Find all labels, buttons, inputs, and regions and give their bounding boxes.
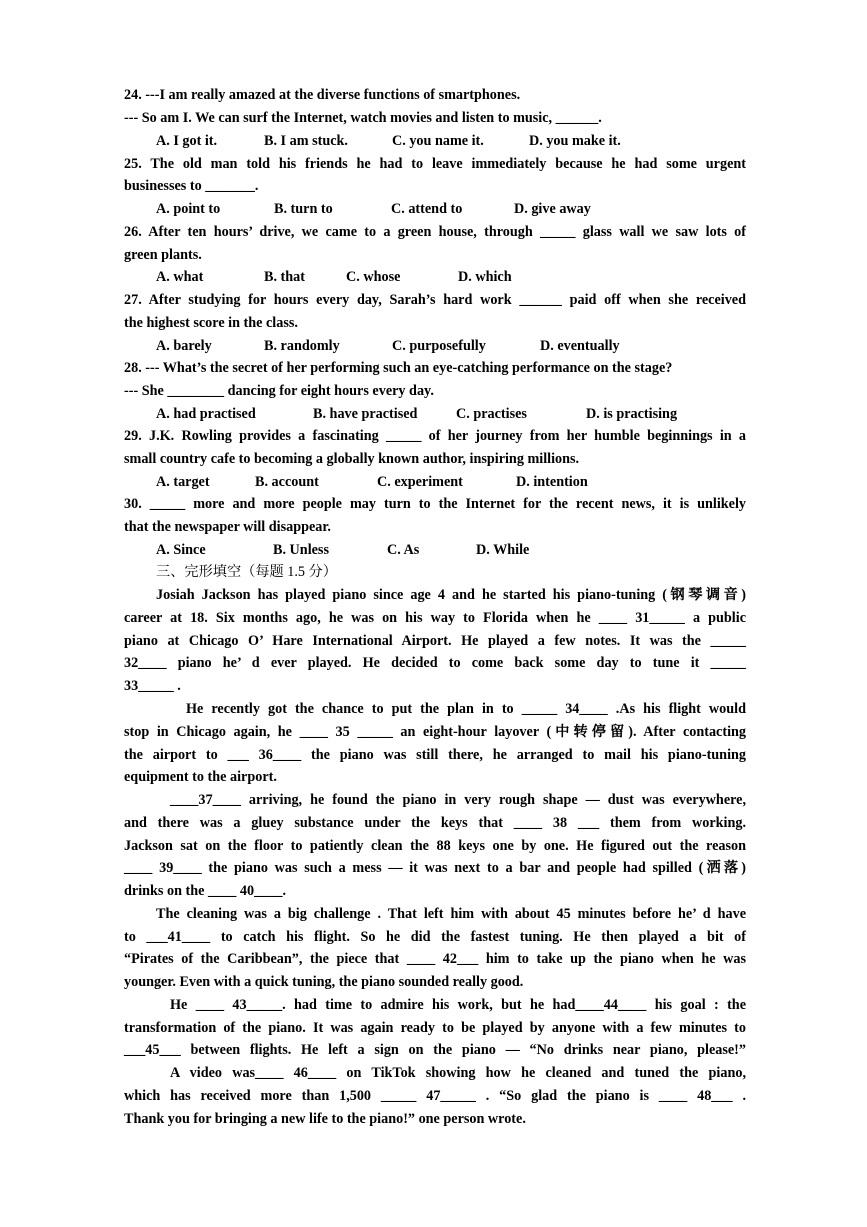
q24-line-2: --- So am I. We can surf the Internet, watch movies and listen to music, ______. (124, 110, 602, 126)
q28-line-2: --- She ________ dancing for eight hours every day. (124, 383, 434, 399)
q27-option-d: D. eventually (540, 338, 620, 354)
passage-line-16: to ___41____ to catch his flight. So he did the fastest tuning. He then played a bit of (124, 929, 746, 945)
q29-option-d: D. intention (516, 474, 588, 490)
q28-option-c: C. practises (456, 406, 527, 422)
q25-option-d: D. give away (514, 201, 591, 217)
q30-options (156, 540, 746, 560)
q25-options (156, 199, 746, 219)
q27-option-c: C. purposefully (392, 338, 486, 354)
q26-option-d: D. which (458, 269, 512, 285)
q27-options (156, 336, 746, 356)
q27-line-2: the highest score in the class. (124, 315, 298, 331)
q24-options (156, 131, 746, 151)
q26-options (156, 267, 746, 287)
q27-line-1: 27. After studying for hours every day, Sarah’s hard work ______ paid off when she received (124, 292, 746, 308)
q30-line-2: that the newspaper will disappear. (124, 519, 331, 535)
section-heading: 三、完形填空（每题 1.5 分） (156, 564, 337, 580)
q26-option-c: C. whose (346, 269, 401, 285)
q28-line-1: 28. --- What’s the secret of her performing such an eye-catching performance on the stage? (124, 360, 673, 376)
q27-option-b: B. randomly (264, 338, 340, 354)
passage-line-19: He ____ 43_____. had time to admire his work, but he had____44____ his goal : the (170, 997, 746, 1013)
q27-option-a: A. barely (156, 338, 212, 354)
q29-options (156, 472, 746, 492)
passage-line-24: Thank you for bringing a new life to the piano!” one person wrote. (124, 1111, 526, 1127)
q28-options (156, 404, 746, 424)
q24-option-a: A. I got it. (156, 133, 218, 149)
q29-line-2: small country cafe to becoming a globally known author, inspiring millions. (124, 451, 580, 467)
passage-line-14: drinks on the ____ 40____. (124, 883, 286, 899)
q30-option-b: B. Unless (273, 542, 329, 558)
passage-line-5: 33_____ . (124, 678, 181, 694)
q28-option-b: B. have practised (313, 406, 418, 422)
q24-option-b: B. I am stuck. (264, 133, 348, 149)
passage-line-1: Josiah Jackson has played piano since age 4 and he started his piano-tuning (钢琴调音) (156, 587, 746, 603)
q26-line-1: 26. After ten hours’ drive, we came to a green house, through _____ glass wall we saw lots of (124, 224, 746, 240)
passage-line-8: the airport to ___ 36____ the piano was still there, he arranged to mail his piano-tuning (124, 747, 746, 763)
passage-line-17: “Pirates of the Caribbean”, the piece that ____ 42___ him to take up the piano when he was (124, 951, 746, 967)
passage-line-3: piano at Chicago O’ Hare International Airport. He played a few notes. It was the _____ (124, 633, 746, 649)
q30-option-c: C. As (387, 542, 420, 558)
q25-line-2: businesses to _______. (124, 178, 259, 194)
q29-line-1: 29. J.K. Rowling provides a fascinating _____ of her journey from her humble beginnings in a (124, 428, 746, 444)
q25-option-a: A. point to (156, 201, 221, 217)
passage-line-13: ____ 39____ the piano was such a mess — it was next to a bar and people had spilled (洒落) (124, 860, 746, 876)
q30-option-a: A. Since (156, 542, 206, 558)
q28-option-a: A. had practised (156, 406, 256, 422)
passage-line-20: transformation of the piano. It was again ready to be played by anyone with a few minutes to (124, 1020, 746, 1036)
passage-line-4: 32____ piano he’ d ever played. He decided to come back some day to tune it _____ (124, 655, 746, 671)
q25-option-c: C. attend to (391, 201, 463, 217)
passage-line-22: A video was____ 46____ on TikTok showing how he cleaned and tuned the piano, (170, 1065, 746, 1081)
q29-option-b: B. account (255, 474, 319, 490)
passage-line-10: ____37____ arriving, he found the piano in very rough shape — dust was everywhere, (170, 792, 746, 808)
q26-option-b: B. that (264, 269, 305, 285)
passage-line-18: younger. Even with a quick tuning, the piano sounded really good. (124, 974, 524, 990)
passage-line-7: stop in Chicago again, he ____ 35 _____ an eight-hour layover (中转停留). After contacting (124, 724, 746, 740)
passage-line-12: Jackson sat on the floor to patiently clean the 88 keys one by one. He figured out the reason (124, 838, 746, 854)
passage-line-2: career at 18. Six months ago, he was on his way to Florida when he ____ 31_____ a public (124, 610, 746, 626)
q24-option-c: C. you name it. (392, 133, 484, 149)
q28-option-d: D. is practising (586, 406, 678, 422)
passage-line-23: which has received more than 1,500 _____ 47_____ . “So glad the piano is ____ 48___ . (124, 1088, 746, 1104)
q30-option-d: D. While (476, 542, 530, 558)
q26-line-2: green plants. (124, 247, 202, 263)
passage-line-15: The cleaning was a big challenge . That left him with about 45 minutes before he’ d have (156, 906, 746, 922)
q26-option-a: A. what (156, 269, 204, 285)
passage-line-6: He recently got the chance to put the plan in to _____ 34____ .As his flight would (186, 701, 746, 717)
passage-line-11: and there was a gluey substance under the keys that ____ 38 ___ them from working. (124, 815, 746, 831)
q29-option-a: A. target (156, 474, 210, 490)
q30-line-1: 30. _____ more and more people may turn to the Internet for the recent news, it is unlikely (124, 496, 746, 512)
q24-line-1: 24. ---I am really amazed at the diverse functions of smartphones. (124, 87, 521, 103)
q25-option-b: B. turn to (274, 201, 333, 217)
q25-line-1: 25. The old man told his friends he had to leave immediately because he had some urgent (124, 156, 746, 172)
q29-option-c: C. experiment (377, 474, 463, 490)
passage-line-21: ___45___ between flights. He left a sign on the piano — “No drinks near piano, please!” (124, 1042, 746, 1058)
q24-option-d: D. you make it. (529, 133, 621, 149)
passage-line-9: equipment to the airport. (124, 769, 277, 785)
